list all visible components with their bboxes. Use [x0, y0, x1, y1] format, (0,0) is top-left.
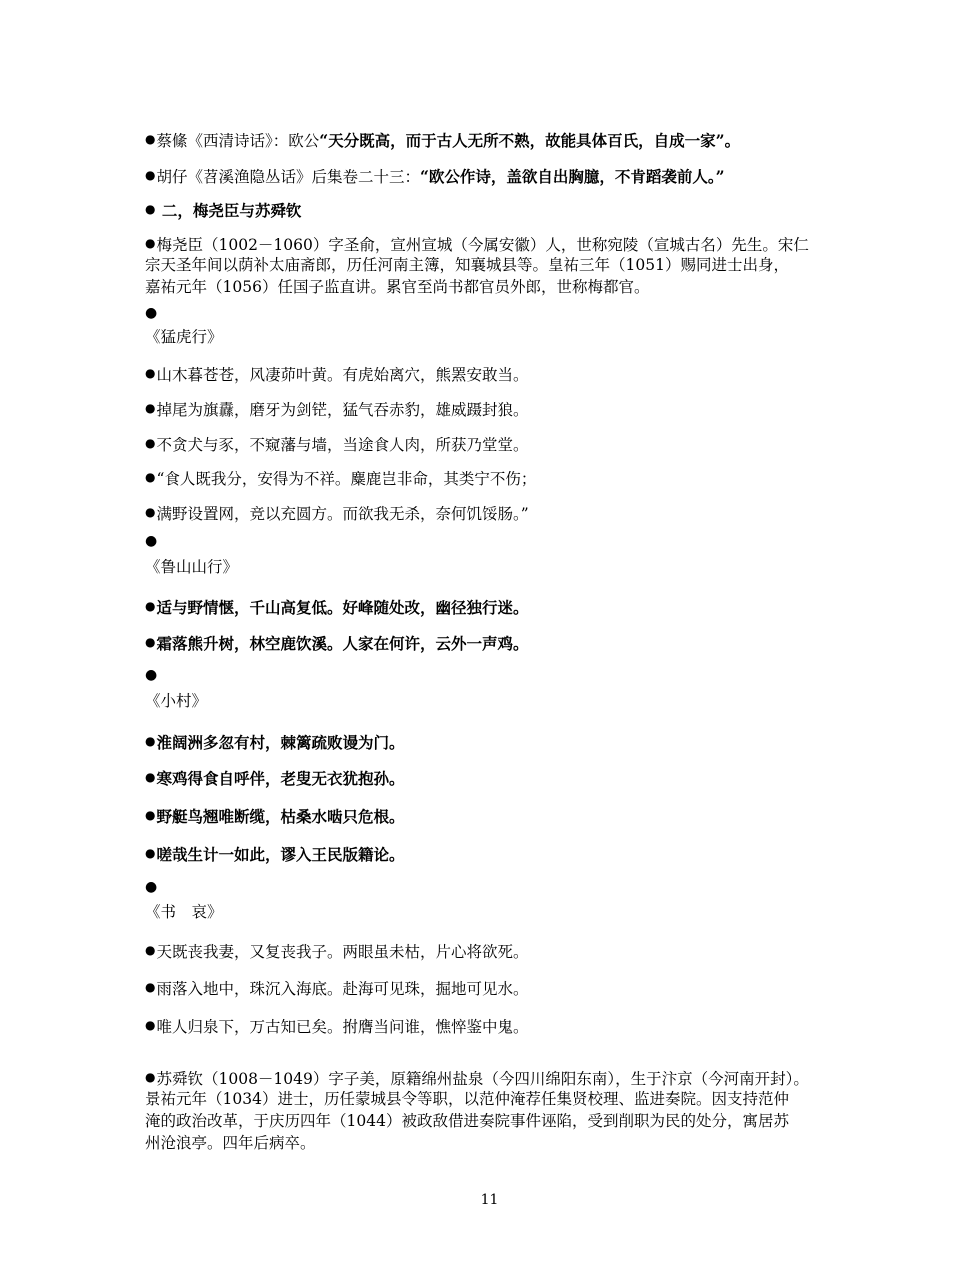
- bullet: ●: [145, 943, 156, 957]
- bio-sushunqin-line-1: [145, 1066, 845, 1090]
- quote-source: 蔡絛《西清诗话》：欧公: [156, 132, 320, 150]
- bullet: ●: [145, 734, 156, 748]
- bullet: ●: [145, 505, 156, 519]
- quote-source: 胡仔《苕溪渔隐丛话》后集卷二十三：: [156, 168, 420, 186]
- poem-line: [145, 730, 845, 754]
- poem-text: 雨落入地中，珠沉入海底。赴海可见珠，掘地可见水。: [156, 980, 529, 998]
- bullet: ●: [145, 168, 156, 182]
- poem-text: 天既丧我妻，又复丧我子。两眼虽未枯，片心将欲死。: [156, 943, 529, 961]
- poem-text: 淮阔洲多忽有村，棘篱疏败谩为门。: [156, 733, 405, 752]
- bio-text: 苏舜钦（1008－1049）字子美，原籍绵州盐泉（今四川绵阳东南），生于汴京（今河南开封）。: [156, 1070, 809, 1088]
- bullet: ●: [145, 1070, 156, 1084]
- poem-text: 掉尾为旗纛，磨牙为剑铓，猛气吞赤豹，雄威蹑封狼。: [156, 401, 529, 419]
- poem-line: [145, 362, 845, 386]
- poem-line: [145, 631, 845, 655]
- quote-text: “欧公作诗，盖欲自出胸臆，不肯蹈袭前人。”: [420, 167, 725, 186]
- bullet: ●: [145, 470, 156, 484]
- poem-line: [145, 976, 845, 1000]
- poem-text: 寒鸡得食自呼伴，老叟无衣犹抱孙。: [156, 769, 405, 788]
- bullet: ●: [145, 1018, 156, 1032]
- poem-line: [145, 766, 845, 790]
- poem-line: [145, 595, 845, 619]
- poem-text: 山木暮苍苍，风凄茆叶黄。有虎始离穴，熊罴安敢当。: [156, 366, 529, 384]
- section-heading: [145, 198, 845, 222]
- section-heading-text: 二，梅尧臣与苏舜钦: [161, 201, 302, 220]
- poem-text: 不贪犬与豕，不窥藩与墙，当途食人肉，所获乃堂堂。: [156, 436, 529, 454]
- poem-text: 霜落熊升树，林空鹿饮溪。人家在何许，云外一声鸡。: [156, 634, 529, 653]
- page-number: 11: [480, 1192, 499, 1208]
- poem-text: 野艇鸟翘唯断缆，枯桑水啮只危根。: [156, 807, 405, 826]
- quote-line-tiaoxi: [145, 164, 845, 188]
- poem-line: [145, 939, 845, 963]
- bio-sushunqin-line-4: 州沧浪亭。四年后病卒。: [145, 1134, 316, 1152]
- bullet: ●: [145, 236, 156, 250]
- empty-bullet: ●: [145, 879, 158, 895]
- poem-title-xiaocun: 《小村》: [145, 692, 208, 710]
- quote-text: “天分既高，而于古人无所不熟，故能具体百氏，自成一家”。: [319, 131, 741, 150]
- bullet: ●: [145, 401, 156, 415]
- bio-sushunqin-line-2: 景祐元年（1034）进士，历任蒙城县令等职，以范仲淹荐任集贤校理、监进奏院。因支持范仲: [145, 1090, 789, 1108]
- bullet: ●: [145, 846, 156, 860]
- bullet: ●: [145, 599, 156, 613]
- bullet: ●: [145, 366, 156, 380]
- poem-line: [145, 501, 845, 525]
- poem-line: [145, 397, 845, 421]
- bullet: ●: [145, 808, 156, 822]
- poem-title-menghuxing: 《猛虎行》: [145, 328, 223, 346]
- poem-text: 唯人归泉下，万古知已矣。拊膺当问谁，憔悴鉴中鬼。: [156, 1018, 529, 1036]
- poem-line: [145, 1014, 845, 1038]
- poem-line: [145, 842, 845, 866]
- bio-text: 梅尧臣（1002－1060）字圣俞，宣州宣城（今属安徽）人，世称宛陵（宣城古名）先生。宋仁: [156, 236, 809, 254]
- poem-text: 嗟哉生计一如此，谬入王民版籍论。: [156, 845, 405, 864]
- bullet: ●: [145, 980, 156, 994]
- bullet: ●: [145, 202, 156, 216]
- poem-text: “食人既我分，安得为不祥。麋鹿岂非命，其类宁不伤；: [156, 470, 537, 488]
- poem-title-lushanshanxing: 《鲁山山行》: [145, 558, 239, 576]
- poem-title-shuai: 《书 哀》: [145, 903, 223, 921]
- poem-text: 适与野情惬，千山高复低。好峰随处改，幽径独行迷。: [156, 598, 529, 617]
- bullet: ●: [145, 436, 156, 450]
- bio-meiyaochen-line-3: 嘉祐元年（1056）任国子监直讲。累官至尚书都官员外郎，世称梅都官。: [145, 278, 650, 296]
- bullet: ●: [145, 635, 156, 649]
- bio-meiyaochen-line-2: 宗天圣年间以荫补太庙斋郎，历任河南主簿，知襄城县等。皇祐三年（1051）赐同进士出身，: [145, 256, 789, 274]
- bullet: ●: [145, 770, 156, 784]
- poem-line: [145, 466, 845, 490]
- poem-line: [145, 804, 845, 828]
- poem-text: 满野设置网，竞以充圆方。而欲我无杀，奈何饥馁肠。”: [156, 505, 529, 523]
- quote-line-xiqing: [145, 128, 845, 152]
- empty-bullet: ●: [145, 305, 158, 321]
- bullet: ●: [145, 132, 156, 146]
- poem-line: [145, 432, 845, 456]
- empty-bullet: ●: [145, 533, 158, 549]
- bio-sushunqin-line-3: 淹的政治改革，于庆历四年（1044）被政敌借进奏院事件诬陷，受到削职为民的处分，寓居苏: [145, 1112, 789, 1130]
- empty-bullet: ●: [145, 667, 158, 683]
- bio-meiyaochen-line-1: [145, 232, 845, 256]
